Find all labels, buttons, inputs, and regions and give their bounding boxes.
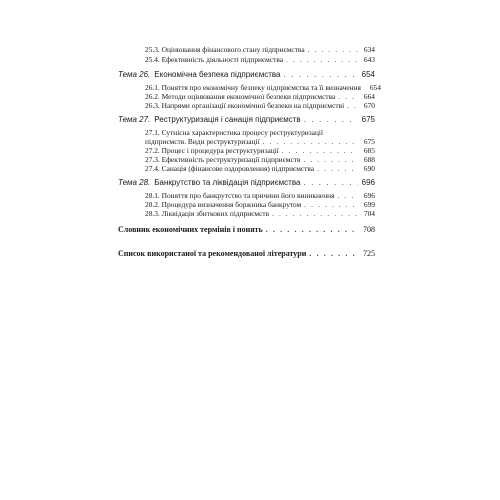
dot-leader: [272, 209, 358, 218]
dot-leader: [284, 70, 359, 79]
toc-topic-28: [118, 178, 375, 187]
toc-topic-26: [118, 70, 375, 79]
dot-leader: [304, 200, 358, 209]
toc-entry-title: 28.2. Процедура визначення боржника банкрутом: [145, 200, 302, 209]
toc-entry: [145, 92, 375, 101]
dot-leader: [282, 146, 358, 155]
toc-entry-page: 654: [369, 83, 381, 92]
toc-entry-page: 675: [361, 115, 375, 124]
topic-title: Банкрутство та ліквідація підприємства: [154, 178, 301, 187]
toc-entry-page: 699: [363, 200, 375, 209]
toc-entry-title: 26.2. Методи оцінювання економічної безпеки підприємства: [145, 92, 336, 101]
dot-leader: [304, 115, 358, 124]
dot-leader: [263, 137, 358, 146]
toc-entry: [145, 101, 375, 110]
dot-leader: [303, 155, 358, 164]
toc-entry-page: 688: [363, 155, 375, 164]
toc-literature: [118, 249, 375, 258]
toc-entry: [145, 83, 381, 92]
toc-entry: [145, 137, 375, 146]
toc-entry-title: підприємств. Види реструктуризації: [145, 137, 260, 146]
dot-leader: [338, 92, 358, 101]
toc-entry-title: 27.2. Процес і процедура реструктуризації: [145, 146, 279, 155]
toc-entry-title: 26.3. Напрями організації економічної безпеки на підприємстві: [145, 101, 345, 110]
toc-entry-page: 725: [363, 249, 375, 258]
topic-number: Тема 27.: [118, 115, 151, 124]
dot-leader: [338, 191, 358, 200]
dot-leader: [303, 178, 358, 187]
toc-entry: [145, 191, 375, 200]
toc-entry-page: 685: [363, 146, 375, 155]
dot-leader: [317, 164, 358, 173]
topic-number: Тема 26.: [118, 70, 151, 79]
toc-entry-page: 670: [363, 101, 375, 110]
toc-entry-first-line: 27.1. Сутнісна характеристика процесу реструктуризації: [145, 128, 324, 137]
toc-entry: [145, 146, 375, 155]
toc-entry-page: 654: [361, 70, 375, 79]
toc-entry-page: 690: [363, 164, 375, 173]
toc-entry-page: 643: [363, 55, 375, 64]
toc-entry-page: 664: [363, 92, 375, 101]
topic-title: Реструктуризація і санація підприємств: [154, 115, 301, 124]
toc-entry-title: 26.1. Поняття про економічну безпеку підприємства та її визначення: [145, 83, 361, 92]
dot-leader: [347, 101, 358, 110]
toc-entry-title: 28.1. Поняття про банкрутство та причини його виникнення: [145, 191, 335, 200]
toc-entry-page: 696: [361, 178, 375, 187]
toc-entry: [145, 155, 375, 164]
toc-entry-page: 675: [363, 137, 375, 146]
toc-entry-title: 27.4. Санація (фінансове оздоровлення) підприємства: [145, 164, 315, 173]
dot-leader: [286, 55, 358, 64]
toc-entry-title: 25.3. Оцінювання фінансового стану підприємства: [145, 45, 305, 54]
topic-number: Тема 28.: [118, 178, 151, 187]
toc-entry: [145, 209, 375, 218]
dot-leader: [309, 249, 358, 258]
toc-glossary: [118, 225, 375, 234]
toc-entry: [145, 200, 375, 209]
toc-entry-title: Словник економічних термінів і понять: [118, 225, 263, 234]
toc-entry-page: 704: [363, 209, 375, 218]
toc-entry-page: 634: [363, 45, 375, 54]
toc-topic-27: [118, 115, 375, 124]
toc-entry-page: 708: [363, 225, 375, 234]
dot-leader: [308, 45, 358, 54]
toc-entry: [145, 45, 375, 54]
toc-entry-title: 28.3. Ліквідація збиткових підприємств: [145, 209, 270, 218]
toc-entry-title: Список використаної та рекомендованої літератури: [118, 249, 307, 258]
topic-title: Економічна безпека підприємства: [154, 70, 281, 79]
toc-entry-title: 25.4. Ефективність діяльності підприємства: [145, 55, 284, 64]
dot-leader: [266, 225, 358, 234]
toc-entry: [145, 164, 375, 173]
toc-entry: [145, 55, 375, 64]
toc-entry-title: 27.3. Ефективність реструктуризації підприємств: [145, 155, 301, 164]
toc-entry-page: 696: [363, 191, 375, 200]
